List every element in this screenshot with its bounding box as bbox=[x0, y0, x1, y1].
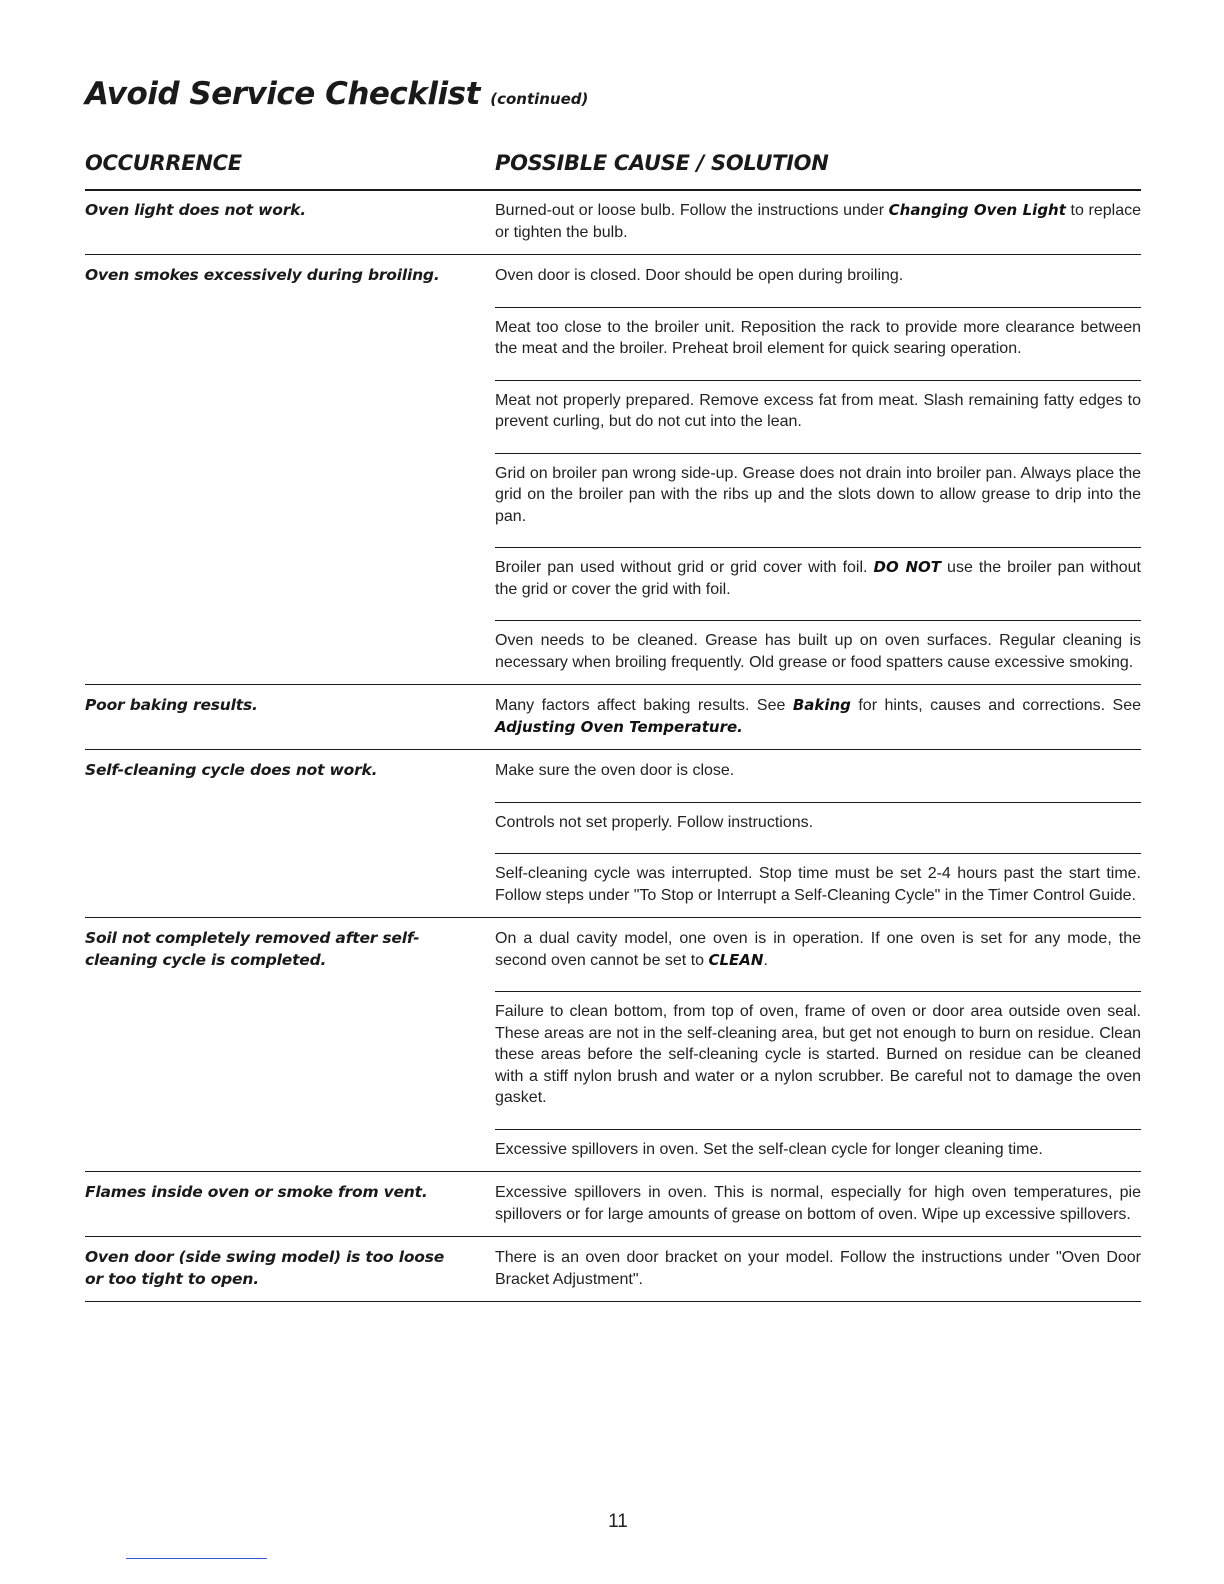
solution-text: to replace or tighten the bulb. bbox=[495, 202, 1141, 241]
solution-list bbox=[495, 265, 1141, 673]
solution-paragraph bbox=[495, 1182, 1141, 1225]
page-title bbox=[85, 76, 588, 112]
occurrence-text: Self-cleaning cycle does not work. bbox=[85, 761, 378, 779]
solution-paragraph bbox=[495, 928, 1141, 971]
checklist-row bbox=[85, 750, 1141, 918]
solution-text: for hints, causes and corrections. See bbox=[850, 697, 1142, 714]
emphasized-term: Adjusting Oven Temperature. bbox=[495, 717, 743, 736]
solution-list bbox=[495, 695, 1141, 738]
solution-text: Meat not properly prepared. Remove excess fat from meat. Slash remaining fatty edges to prevent curling, but do not cut into the lean. bbox=[495, 391, 1141, 430]
solution-text: Excessive spillovers in oven. Set the self-clean cycle for longer cleaning time. bbox=[495, 1140, 1043, 1158]
solution-text: There is an oven door bracket on your model. Follow the instructions under "Oven Door Bracket Adjustment". bbox=[495, 1249, 1141, 1288]
checklist-row bbox=[85, 190, 1141, 255]
solution-list bbox=[495, 200, 1141, 243]
solution-text: Failure to clean bottom, from top of oven, frame of oven or door area outside oven seal. These areas are not in the self-cleaning area, but get not enough to burn on residue. Clean these areas before the self-cleaning cycle is started. Burned on residue can be cleaned with a stiff nylon brush and water or a nylon scrubber. Be careful not to damage the oven gasket. bbox=[495, 1003, 1141, 1106]
solution-text: Oven door is closed. Door should be open during broiling. bbox=[495, 267, 904, 284]
page-title-suffix: (continued) bbox=[490, 90, 589, 108]
occurrence-text: Oven light does not work. bbox=[85, 201, 306, 219]
solution-paragraph bbox=[495, 307, 1141, 360]
solution-text: Grid on broiler pan wrong side-up. Grease does not drain into broiler pan. Always place the grid on the broiler pan with the ribs up and the slots down to allow grease to drip into the pan. bbox=[495, 464, 1141, 525]
occurrence-text: Poor baking results. bbox=[85, 696, 258, 714]
checklist-row bbox=[85, 1172, 1141, 1237]
solution-text: On a dual cavity model, one oven is in operation. If one oven is set for any mode, the second oven cannot be set to bbox=[495, 930, 1141, 969]
solution-paragraph bbox=[495, 695, 1141, 738]
checklist-row bbox=[85, 255, 1141, 685]
emphasized-term: DO NOT bbox=[873, 558, 942, 576]
occurrence-text: Oven door (side swing model) is too loose or too tight to open. bbox=[85, 1248, 445, 1288]
solution-text: Meat too close to the broiler unit. Reposition the rack to provide more clearance between the meat and the broiler. Preheat broil element for quick searing operation. bbox=[495, 318, 1141, 357]
occurrence-text: Flames inside oven or smoke from vent. bbox=[85, 1183, 428, 1201]
solution-text: Many factors affect baking results. See bbox=[495, 697, 793, 714]
occurrence-text: Soil not completely removed after self-cleaning cycle is completed. bbox=[85, 929, 420, 969]
solution-text: . bbox=[763, 951, 768, 969]
solution-column-header: POSSIBLE CAUSE / SOLUTION bbox=[495, 151, 829, 175]
solution-paragraph bbox=[495, 380, 1141, 433]
solution-paragraph bbox=[495, 853, 1141, 906]
page-title-text: Avoid Service Checklist bbox=[85, 76, 480, 112]
checklist-table bbox=[85, 190, 1141, 1302]
solution-text: Burned-out or loose bulb. Follow the instructions under bbox=[495, 202, 889, 219]
solution-paragraph bbox=[495, 760, 1141, 782]
solution-text: Controls not set properly. Follow instructions. bbox=[495, 813, 814, 831]
solution-paragraph bbox=[495, 547, 1141, 600]
solution-text: use the broiler pan without the grid or cover the grid with foil. bbox=[495, 559, 1141, 598]
solution-text: Self-cleaning cycle was interrupted. Stop time must be set 2-4 hours past the start time. Follow steps under "To Stop or Interrupt a Self-Cleaning Cycle" in the Timer Control Guide. bbox=[495, 865, 1141, 904]
solution-list bbox=[495, 760, 1141, 906]
occurrence-text: Oven smokes excessively during broiling. bbox=[85, 266, 440, 284]
solution-paragraph bbox=[495, 265, 1141, 287]
checklist-row bbox=[85, 918, 1141, 1172]
page-number: 11 bbox=[608, 1511, 628, 1532]
checklist-row bbox=[85, 685, 1141, 750]
solution-list bbox=[495, 1247, 1141, 1290]
solution-paragraph bbox=[495, 200, 1141, 243]
solution-paragraph bbox=[495, 991, 1141, 1109]
solution-paragraph bbox=[495, 620, 1141, 673]
solution-paragraph bbox=[495, 1129, 1141, 1161]
solution-text: Broiler pan used without grid or grid cover with foil. bbox=[495, 559, 874, 576]
solution-list bbox=[495, 1182, 1141, 1225]
occurrence-column-header: OCCURRENCE bbox=[85, 151, 242, 175]
solution-list bbox=[495, 928, 1141, 1160]
footer-blue-rule bbox=[126, 1558, 267, 1559]
emphasized-term: CLEAN bbox=[708, 950, 764, 969]
solution-text: Excessive spillovers in oven. This is normal, especially for high oven temperatures, pie spillovers or for large amounts of grease on bottom of oven. Wipe up excessive spillovers. bbox=[495, 1184, 1141, 1223]
solution-text: Oven needs to be cleaned. Grease has built up on oven surfaces. Regular cleaning is necessary when broiling frequently. Old grease or food spatters cause excessive smoking. bbox=[495, 632, 1141, 671]
checklist-row bbox=[85, 1237, 1141, 1302]
solution-paragraph bbox=[495, 802, 1141, 834]
emphasized-term: Baking bbox=[792, 696, 851, 714]
solution-paragraph bbox=[495, 453, 1141, 528]
emphasized-term: Changing Oven Light bbox=[888, 201, 1066, 219]
solution-text: Make sure the oven door is close. bbox=[495, 762, 735, 779]
solution-paragraph bbox=[495, 1247, 1141, 1290]
